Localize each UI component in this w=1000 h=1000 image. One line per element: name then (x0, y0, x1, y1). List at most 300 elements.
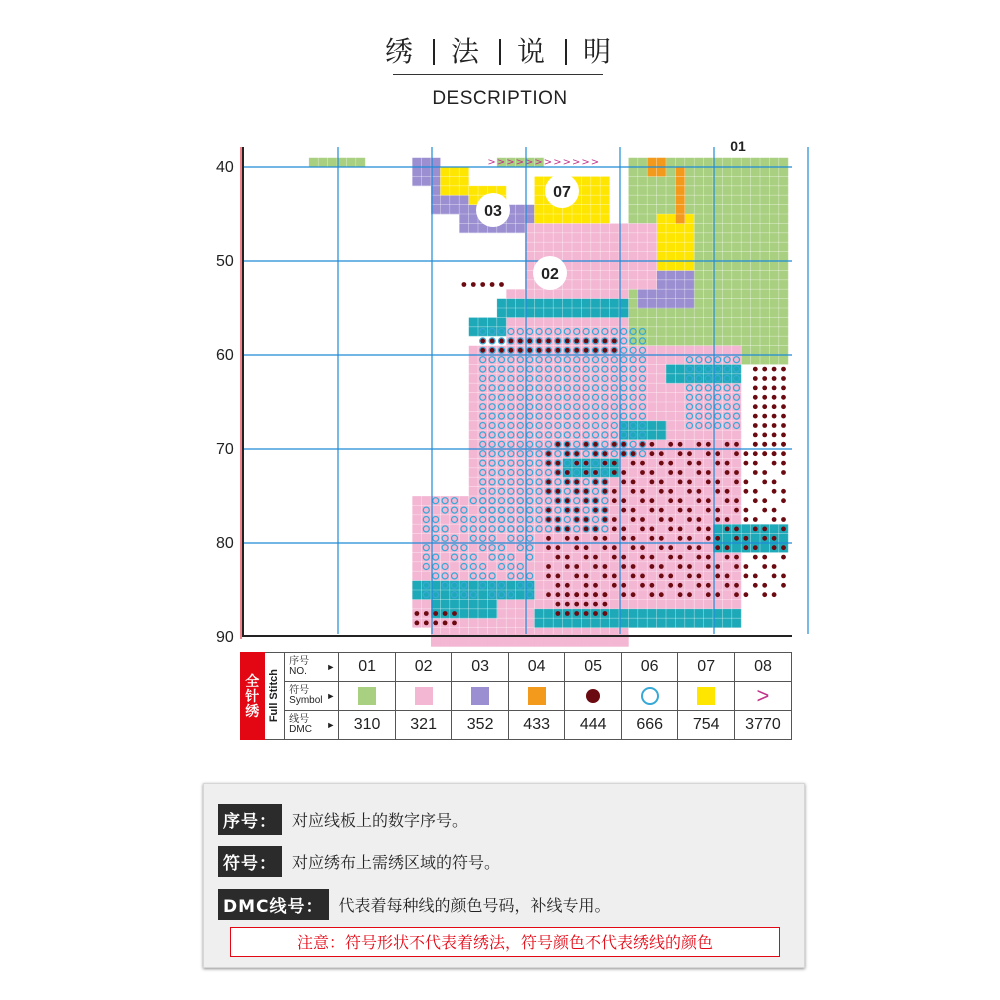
stitch-square (591, 242, 601, 252)
stitch-square (412, 571, 422, 581)
stitch-square (694, 618, 704, 628)
legend-symbol (452, 682, 509, 711)
stitch-dot (753, 583, 758, 588)
stitch-square (760, 186, 770, 196)
stitch-square (422, 599, 432, 609)
stitch-dot (762, 555, 767, 560)
stitch-square (657, 421, 667, 431)
stitch-dot (753, 489, 758, 494)
stitch-square (497, 637, 507, 647)
stitch-dot (565, 555, 570, 560)
stitch-square (469, 468, 479, 478)
stitch-square (647, 186, 657, 196)
stitch-square (694, 261, 704, 271)
stitch-dot (584, 555, 589, 560)
stitch-square (675, 280, 685, 290)
stitch-square (685, 167, 695, 177)
stitch-square (694, 242, 704, 252)
stitch-dot (753, 574, 758, 579)
note-text: 对应绣布上需绣区域的符号。 (292, 852, 501, 872)
stitch-square (666, 186, 676, 196)
stitch-square (553, 289, 563, 299)
row-label-80: 80 (216, 535, 234, 552)
stitch-square (722, 242, 732, 252)
stitch-square (610, 477, 620, 487)
stitch-square (722, 223, 732, 233)
stitch-dot (668, 517, 673, 522)
stitch-dot (565, 508, 570, 513)
stitch-square (694, 477, 704, 487)
stitch-dot (687, 461, 692, 466)
stitch-dot (706, 470, 711, 475)
stitch-square (581, 233, 591, 243)
stitch-square (694, 280, 704, 290)
stitch-square (751, 317, 761, 327)
stitch-square (741, 158, 751, 168)
stitch-square (544, 299, 554, 309)
stitch-dot (593, 527, 598, 532)
stitch-square (666, 280, 676, 290)
stitch-square (751, 534, 761, 544)
stitch-square (450, 205, 460, 215)
stitch-square (422, 534, 432, 544)
stitch-square (751, 327, 761, 337)
stitch-square (704, 261, 714, 271)
stitch-square (591, 252, 601, 262)
stitch-dot (697, 489, 702, 494)
stitch-square (760, 195, 770, 205)
stitch-dot (706, 536, 711, 541)
stitch-square (309, 158, 319, 168)
stitch-square (469, 346, 479, 356)
stitch-square (769, 280, 779, 290)
stitch-square (732, 336, 742, 346)
stitch-square (751, 299, 761, 309)
stitch-square (572, 637, 582, 647)
stitch-square (722, 214, 732, 224)
stitch-dot (715, 480, 720, 485)
stitch-square (675, 223, 685, 233)
stitch-dot (744, 545, 749, 550)
stitch-dot (574, 592, 579, 597)
stitch-square (450, 637, 460, 647)
stitch-dot (744, 508, 749, 513)
stitch-dot (734, 470, 739, 475)
stitch-square (628, 552, 638, 562)
stitch-square (704, 515, 714, 525)
stitch-square (553, 317, 563, 327)
stitch-dot (546, 545, 551, 550)
stitch-square (638, 618, 648, 628)
stitch-dot (781, 555, 786, 560)
stitch-dot (753, 461, 758, 466)
stitch-square (581, 280, 591, 290)
stitch-square (685, 430, 695, 440)
title-char: 绣 (384, 35, 417, 68)
stitch-square (675, 571, 685, 581)
stitch-square (685, 317, 695, 327)
title-char: 法 (450, 35, 483, 68)
stitch-dot (640, 545, 645, 550)
header-cn: 序号 (289, 656, 310, 667)
stitch-square (647, 299, 657, 309)
stitch-chevron: > (590, 157, 600, 168)
stitch-square (628, 158, 638, 168)
stitch-square (704, 299, 714, 309)
header-cn: 线号 (289, 714, 310, 725)
stitch-square (469, 364, 479, 374)
stitch-square (591, 186, 601, 196)
stitch-square (422, 167, 432, 177)
stitch-square (534, 599, 544, 609)
stitch-dot (725, 555, 730, 560)
stitch-dot (697, 527, 702, 532)
stitch-dot (734, 536, 739, 541)
stitch-square (657, 402, 667, 412)
stitch-dot (659, 592, 664, 597)
stitch-dot (574, 545, 579, 550)
stitch-square (722, 618, 732, 628)
stitch-square (779, 214, 789, 224)
stitch-square (779, 186, 789, 196)
stitch-square (722, 430, 732, 440)
stitch-square (741, 176, 751, 186)
stitch-square (666, 242, 676, 252)
stitch-dot (762, 498, 767, 503)
stitch-square (741, 317, 751, 327)
stitch-dot (725, 527, 730, 532)
stitch-dot (537, 348, 542, 353)
stitch-dot (668, 470, 673, 475)
stitch-square (450, 167, 460, 177)
stitch-square (722, 346, 732, 356)
note-row-dmc (218, 889, 611, 919)
stitch-square (591, 571, 601, 581)
stitch-dot (734, 592, 739, 597)
stitch-square (628, 289, 638, 299)
stitch-square (694, 299, 704, 309)
stitch-square (628, 317, 638, 327)
stitch-square (610, 242, 620, 252)
stitch-square (666, 505, 676, 515)
legend-symbol (734, 682, 791, 711)
stitch-square (516, 214, 526, 224)
stitch-square (685, 468, 695, 478)
stitch-square (638, 233, 648, 243)
stitch-dot (781, 451, 786, 456)
stitch-square (440, 637, 450, 647)
stitch-square (572, 618, 582, 628)
stitch-square (685, 346, 695, 356)
stitch-dot (603, 545, 608, 550)
region-label-03: 03 (484, 203, 502, 220)
stitch-square (760, 346, 770, 356)
stitch-dot (762, 451, 767, 456)
stitch-square (751, 270, 761, 280)
title-char: 明 (583, 35, 616, 68)
stitch-dot (744, 489, 749, 494)
stitch-square (722, 317, 732, 327)
stitch-square (760, 176, 770, 186)
stitch-chevron: > (562, 157, 571, 168)
stitch-square (769, 317, 779, 327)
stitch-square (600, 195, 610, 205)
stitch-dot (640, 442, 645, 447)
stitch-square (572, 270, 582, 280)
stitch-square (638, 280, 648, 290)
stitch-square (722, 195, 732, 205)
stitch-dot (762, 423, 767, 428)
stitch-square (628, 167, 638, 177)
stitch-square (694, 609, 704, 619)
stitch-square (760, 270, 770, 280)
stitch-square (638, 590, 648, 600)
stitch-square (497, 609, 507, 619)
region-label-07: 07 (553, 184, 571, 201)
title-char: 说 (517, 35, 550, 68)
stitch-dot (772, 508, 777, 513)
stitch-square (459, 534, 469, 544)
notes-box (203, 783, 805, 968)
stitch-square (675, 599, 685, 609)
stitch-square (732, 252, 742, 262)
stitch-dot (687, 517, 692, 522)
stitch-square (440, 515, 450, 525)
stitch-dot (640, 574, 645, 579)
stitch-square (591, 223, 601, 233)
stitch-square (657, 242, 667, 252)
stitch-square (638, 299, 648, 309)
stitch-square (647, 242, 657, 252)
stitch-dot (678, 564, 683, 569)
stitch-square (666, 562, 676, 572)
stitch-dot (603, 517, 608, 522)
stitch-square (516, 590, 526, 600)
legend-no: 03 (452, 653, 509, 682)
stitch-square (722, 158, 732, 168)
stitch-square (469, 487, 479, 497)
row-label-70: 70 (216, 441, 234, 458)
stitch-dot (715, 592, 720, 597)
stitch-square (704, 280, 714, 290)
stitch-square (685, 327, 695, 337)
stitch-square (704, 317, 714, 327)
stitch-square (610, 505, 620, 515)
stitch-square (675, 402, 685, 412)
stitch-dot (621, 555, 626, 560)
stitch-square (431, 637, 441, 647)
stitch-dot (762, 470, 767, 475)
stitch-square (628, 261, 638, 271)
stitch-square (506, 609, 516, 619)
stitch-dot (762, 367, 767, 372)
stitch-dot (650, 583, 655, 588)
stitch-square (685, 440, 695, 450)
stitch-dot (584, 461, 589, 466)
stitch-square (657, 214, 667, 224)
stitch-dot (443, 621, 448, 626)
stitch-dot (762, 442, 767, 447)
stitch-square (675, 609, 685, 619)
orange-square-symbol (528, 687, 546, 705)
green-square-symbol (358, 687, 376, 705)
legend-no: 07 (678, 653, 735, 682)
stitch-dot (584, 442, 589, 447)
stitch-square (610, 637, 620, 647)
stitch-dot (706, 583, 711, 588)
stitch-square (638, 477, 648, 487)
stitch-dot (631, 461, 636, 466)
stitch-dot (659, 517, 664, 522)
stitch-square (412, 158, 422, 168)
stitch-dot (668, 545, 673, 550)
stitch-square (769, 205, 779, 215)
stitch-square (647, 223, 657, 233)
stitch-square (666, 327, 676, 337)
stitch-dot (734, 564, 739, 569)
stitch-square (497, 599, 507, 609)
stitch-square (751, 176, 761, 186)
stitch-square (751, 346, 761, 356)
stitch-square (610, 599, 620, 609)
stitch-chevron: > (515, 157, 524, 168)
stitch-square (769, 252, 779, 262)
stitch-square (732, 158, 742, 168)
stitch-square (628, 524, 638, 534)
stitch-square (751, 158, 761, 168)
stitch-square (600, 280, 610, 290)
stitch-dot (603, 602, 608, 607)
stitch-dot (452, 611, 457, 616)
stitch-square (534, 552, 544, 562)
stitch-dot (753, 433, 758, 438)
stitch-square (544, 637, 554, 647)
stitch-square (638, 317, 648, 327)
stitch-square (553, 618, 563, 628)
stitch-dot (603, 461, 608, 466)
stitch-square (685, 280, 695, 290)
stitch-square (600, 581, 610, 591)
stitch-square (751, 261, 761, 271)
stitch-square (666, 430, 676, 440)
stitch-dot (556, 592, 561, 597)
stitch-square (553, 308, 563, 318)
stitch-dot (509, 348, 514, 353)
stitch-square (572, 280, 582, 290)
stitch-square (506, 581, 516, 591)
stitch-square (487, 317, 497, 327)
stitch-dot (753, 423, 758, 428)
stitch-dot (725, 517, 730, 522)
stitch-square (610, 317, 620, 327)
legend-symbol (678, 682, 735, 711)
stitch-square (760, 299, 770, 309)
stitch-square (722, 167, 732, 177)
stitch-dot (715, 451, 720, 456)
stitch-square (675, 411, 685, 421)
stitch-dot (678, 498, 683, 503)
stitch-square (563, 299, 573, 309)
stitch-dot (772, 545, 777, 550)
stitch-square (610, 280, 620, 290)
dark-red-dot-symbol (586, 689, 600, 703)
stitch-dot (415, 621, 420, 626)
stitch-square (544, 552, 554, 562)
stitch-dot (762, 592, 767, 597)
stitch-dot (603, 508, 608, 513)
arrow-icon: ► (326, 720, 336, 730)
stitch-square (469, 383, 479, 393)
stitch-square (563, 242, 573, 252)
stitch-square (647, 599, 657, 609)
stitch-square (657, 299, 667, 309)
stitch-dot (725, 470, 730, 475)
stitch-square (666, 609, 676, 619)
stitch-square (722, 186, 732, 196)
stitch-square (675, 543, 685, 553)
stitch-dot (433, 611, 438, 616)
stitch-square (751, 355, 761, 365)
stitch-square (440, 205, 450, 215)
stitch-square (638, 252, 648, 262)
arrow-icon: ► (326, 662, 336, 672)
stitch-square (694, 336, 704, 346)
stitch-square (497, 317, 507, 327)
stitch-square (732, 214, 742, 224)
stitch-square (544, 223, 554, 233)
stitch-square (685, 242, 695, 252)
stitch-dot (631, 517, 636, 522)
stitch-dot (612, 489, 617, 494)
stitch-square (506, 618, 516, 628)
note-text: 代表着每种线的颜色号码，补线专用。 (338, 895, 611, 915)
stitch-square (516, 205, 526, 215)
legend-symbol (508, 682, 565, 711)
stitch-square (760, 205, 770, 215)
stitch-square (506, 543, 516, 553)
stitch-square (657, 176, 667, 186)
stitch-square (722, 534, 732, 544)
stitch-square (694, 505, 704, 515)
stitch-square (751, 336, 761, 346)
stitch-dot (612, 498, 617, 503)
stitch-square (412, 599, 422, 609)
stitch-square (760, 233, 770, 243)
stitch-square (657, 223, 667, 233)
stitch-dot (781, 574, 786, 579)
stitch-square (610, 534, 620, 544)
legend-symbol (621, 682, 678, 711)
legend-symbol (565, 682, 622, 711)
stitch-dot (565, 348, 570, 353)
stitch-dot (527, 339, 532, 344)
stitch-square (534, 609, 544, 619)
stitch-square (572, 581, 582, 591)
stitch-square (638, 505, 648, 515)
stitch-square (553, 242, 563, 252)
stitch-dot (603, 564, 608, 569)
stitch-square (638, 195, 648, 205)
stitch-square (657, 599, 667, 609)
stitch-dot (621, 442, 626, 447)
stitch-dot (640, 527, 645, 532)
stitch-dot (603, 574, 608, 579)
stitch-square (487, 599, 497, 609)
stitch-square (657, 158, 667, 168)
stitch-square (675, 299, 685, 309)
stitch-square (657, 261, 667, 271)
stitch-square (328, 158, 338, 168)
